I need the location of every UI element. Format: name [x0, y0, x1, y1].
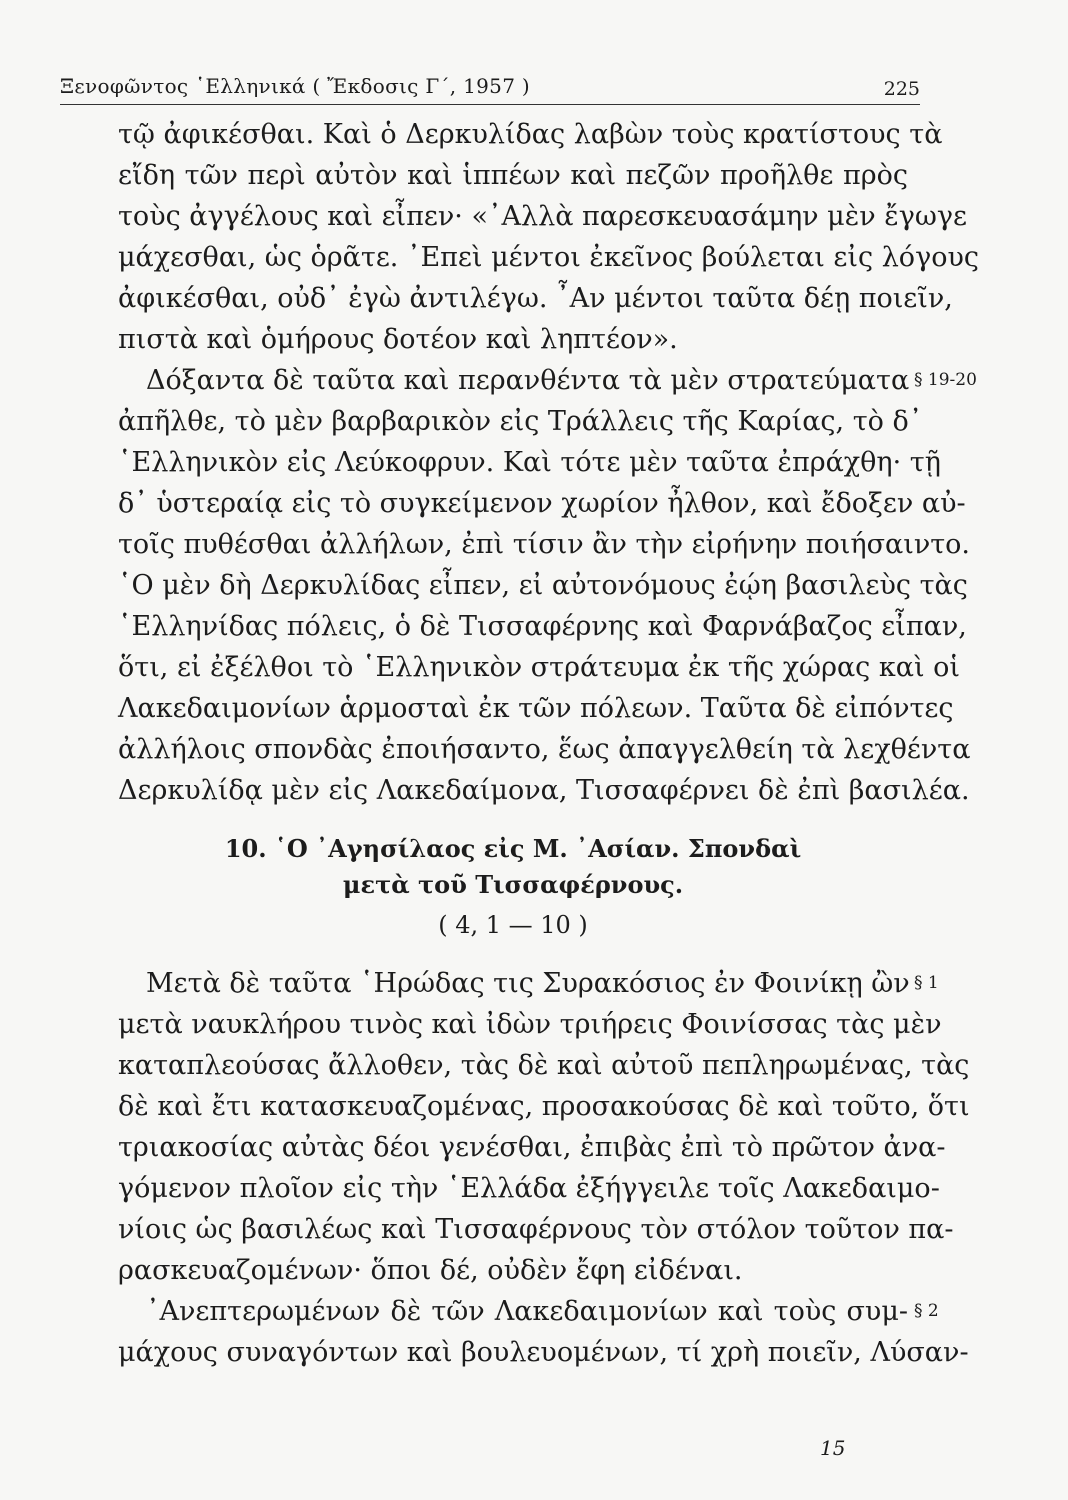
- text-line: μάχους συναγόντων καὶ βουλευομένων, τί χρὴ ποιεῖν, Λύσαν-: [118, 1337, 969, 1368]
- text-line: ῾Ο μὲν δὴ Δερκυλίδας εἶπεν, εἰ αὐτονόμους ἐῴη βασιλεὺς τὰς: [118, 570, 968, 601]
- text-line: τοὺς ἀγγέλους καὶ εἶπεν· «᾿Αλλὰ παρεσκευασάμην μὲν ἔγωγε: [118, 201, 967, 232]
- paragraph-3: [118, 963, 970, 1291]
- margin-section-ref: § 19-20: [914, 370, 977, 390]
- text-line: ᾿Ανεπτερωμένων δὲ τῶν Λακεδαιμονίων καὶ τοὺς συμ-: [146, 1296, 908, 1327]
- text-line: Δερκυλίδᾳ μὲν εἰς Λακεδαίμονα, Τισσαφέρνει δὲ ἐπὶ βασιλέα.: [118, 775, 970, 806]
- text-line-with-margin: [118, 963, 939, 1004]
- text-line-with-margin: [118, 1291, 939, 1332]
- page-header: [60, 70, 920, 105]
- text-line: γόμενον πλοῖον εἰς τὴν ῾Ελλάδα ἐξήγγειλε τοῖς Λακεδαιμο-: [118, 1173, 940, 1204]
- text-line-with-margin: [118, 360, 977, 401]
- text-line: ἀπῆλθε, τὸ μὲν βαρβαρικὸν εἰς Τράλλεις τῆς Καρίας, τὸ δ᾿: [118, 406, 923, 437]
- paragraph-2: [118, 360, 977, 811]
- text-line: μάχεσθαι, ὡς ὁρᾶτε. ᾿Επεὶ μέντοι ἐκεῖνος βούλεται εἰς λόγους: [118, 242, 979, 273]
- text-line: τριακοσίας αὐτὰς δέοι γενέσθαι, ἐπιβὰς ἐπὶ τὸ πρῶτον ἀνα-: [118, 1132, 946, 1163]
- section-heading-line-1: 10. ῾Ο ᾿Αγησίλαος εἰς Μ. ᾿Ασίαν. Σπονδαὶ: [224, 834, 802, 863]
- main-text: [118, 114, 979, 1373]
- signature-mark: 15: [820, 1436, 846, 1460]
- text-line: Δόξαντα δὲ ταῦτα καὶ περανθέντα τὰ μὲν στρατεύματα: [146, 365, 910, 396]
- section-reference: ( 4, 1 — 10 ): [438, 911, 588, 939]
- margin-section-ref: § 2: [914, 1301, 939, 1321]
- text-line: ἀλλήλοις σπονδὰς ἐποιήσαντο, ἕως ἀπαγγελθείη τὰ λεχθέντα: [118, 734, 971, 765]
- text-line: Μετὰ δὲ ταῦτα ῾Ηρώδας τις Συρακόσιος ἐν Φοινίκῃ ὢν: [146, 968, 910, 999]
- text-line: ἀφικέσθαι, οὐδ᾿ ἐγὼ ἀντιλέγω. ῏Αν μέντοι ταῦτα δέῃ ποιεῖν,: [118, 283, 953, 314]
- text-line: εἴδη τῶν περὶ αὐτὸν καὶ ἱππέων καὶ πεζῶν προῆλθε πρὸς: [118, 160, 908, 191]
- running-title: Ξενοφῶντος ῾Ελληνικά ( Ἔκδοσις Γ΄, 1957 ): [60, 74, 530, 98]
- text-line: ὅτι, εἰ ἐξέλθοι τὸ ῾Ελληνικὸν στράτευμα ἐκ τῆς χώρας καὶ οἱ: [118, 652, 960, 683]
- text-line: ῾Ελληνίδας πόλεις, ὁ δὲ Τισσαφέρνης καὶ Φαρνάβαζος εἶπαν,: [118, 611, 967, 642]
- text-line: πιστὰ καὶ ὁμήρους δοτέον καὶ ληπτέον».: [118, 324, 678, 355]
- text-line: δὲ καὶ ἔτι κατασκευαζομένας, προσακούσας δὲ καὶ τοῦτο, ὅτι: [118, 1091, 970, 1122]
- page-number: 225: [883, 78, 920, 100]
- text-line: δ᾿ ὑστεραίᾳ εἰς τὸ συγκείμενον χωρίον ἦλθον, καὶ ἔδοξεν αὐ-: [118, 488, 966, 519]
- text-line: ῾Ελληνικὸν εἰς Λεύκοφρυν. Καὶ τότε μὲν ταῦτα ἐπράχθη· τῇ: [118, 447, 941, 478]
- paragraph-1: [118, 114, 979, 360]
- text-line: τοῖς πυθέσθαι ἀλλήλων, ἐπὶ τίσιν ἂν τὴν εἰρήνην ποιήσαιντο.: [118, 529, 971, 560]
- paragraph-4: [118, 1291, 969, 1373]
- text-line: καταπλεούσας ἄλλοθεν, τὰς δὲ καὶ αὐτοῦ πεπληρωμένας, τὰς: [118, 1050, 970, 1081]
- text-line: νίοις ὡς βασιλέως καὶ Τισσαφέρνους τὸν στόλον τοῦτον πα-: [118, 1214, 954, 1245]
- text-line: ρασκευαζομένων· ὅποι δέ, οὐδὲν ἔφη εἰδέναι.: [118, 1255, 743, 1286]
- text-line: μετὰ ναυκλήρου τινὸς καὶ ἰδὼν τριήρεις Φοινίσσας τὰς μὲν: [118, 1009, 942, 1040]
- section-heading-line-2: μετὰ τοῦ Τισσαφέρνους.: [342, 870, 684, 899]
- margin-section-ref: § 1: [914, 973, 939, 993]
- text-line: τῷ ἀφικέσθαι. Καὶ ὁ Δερκυλίδας λαβὼν τοὺς κρατίστους τὰ: [118, 119, 943, 150]
- text-line: Λακεδαιμονίων ἁρμοσταὶ ἐκ τῶν πόλεων. Ταῦτα δὲ εἰπόντες: [118, 693, 954, 724]
